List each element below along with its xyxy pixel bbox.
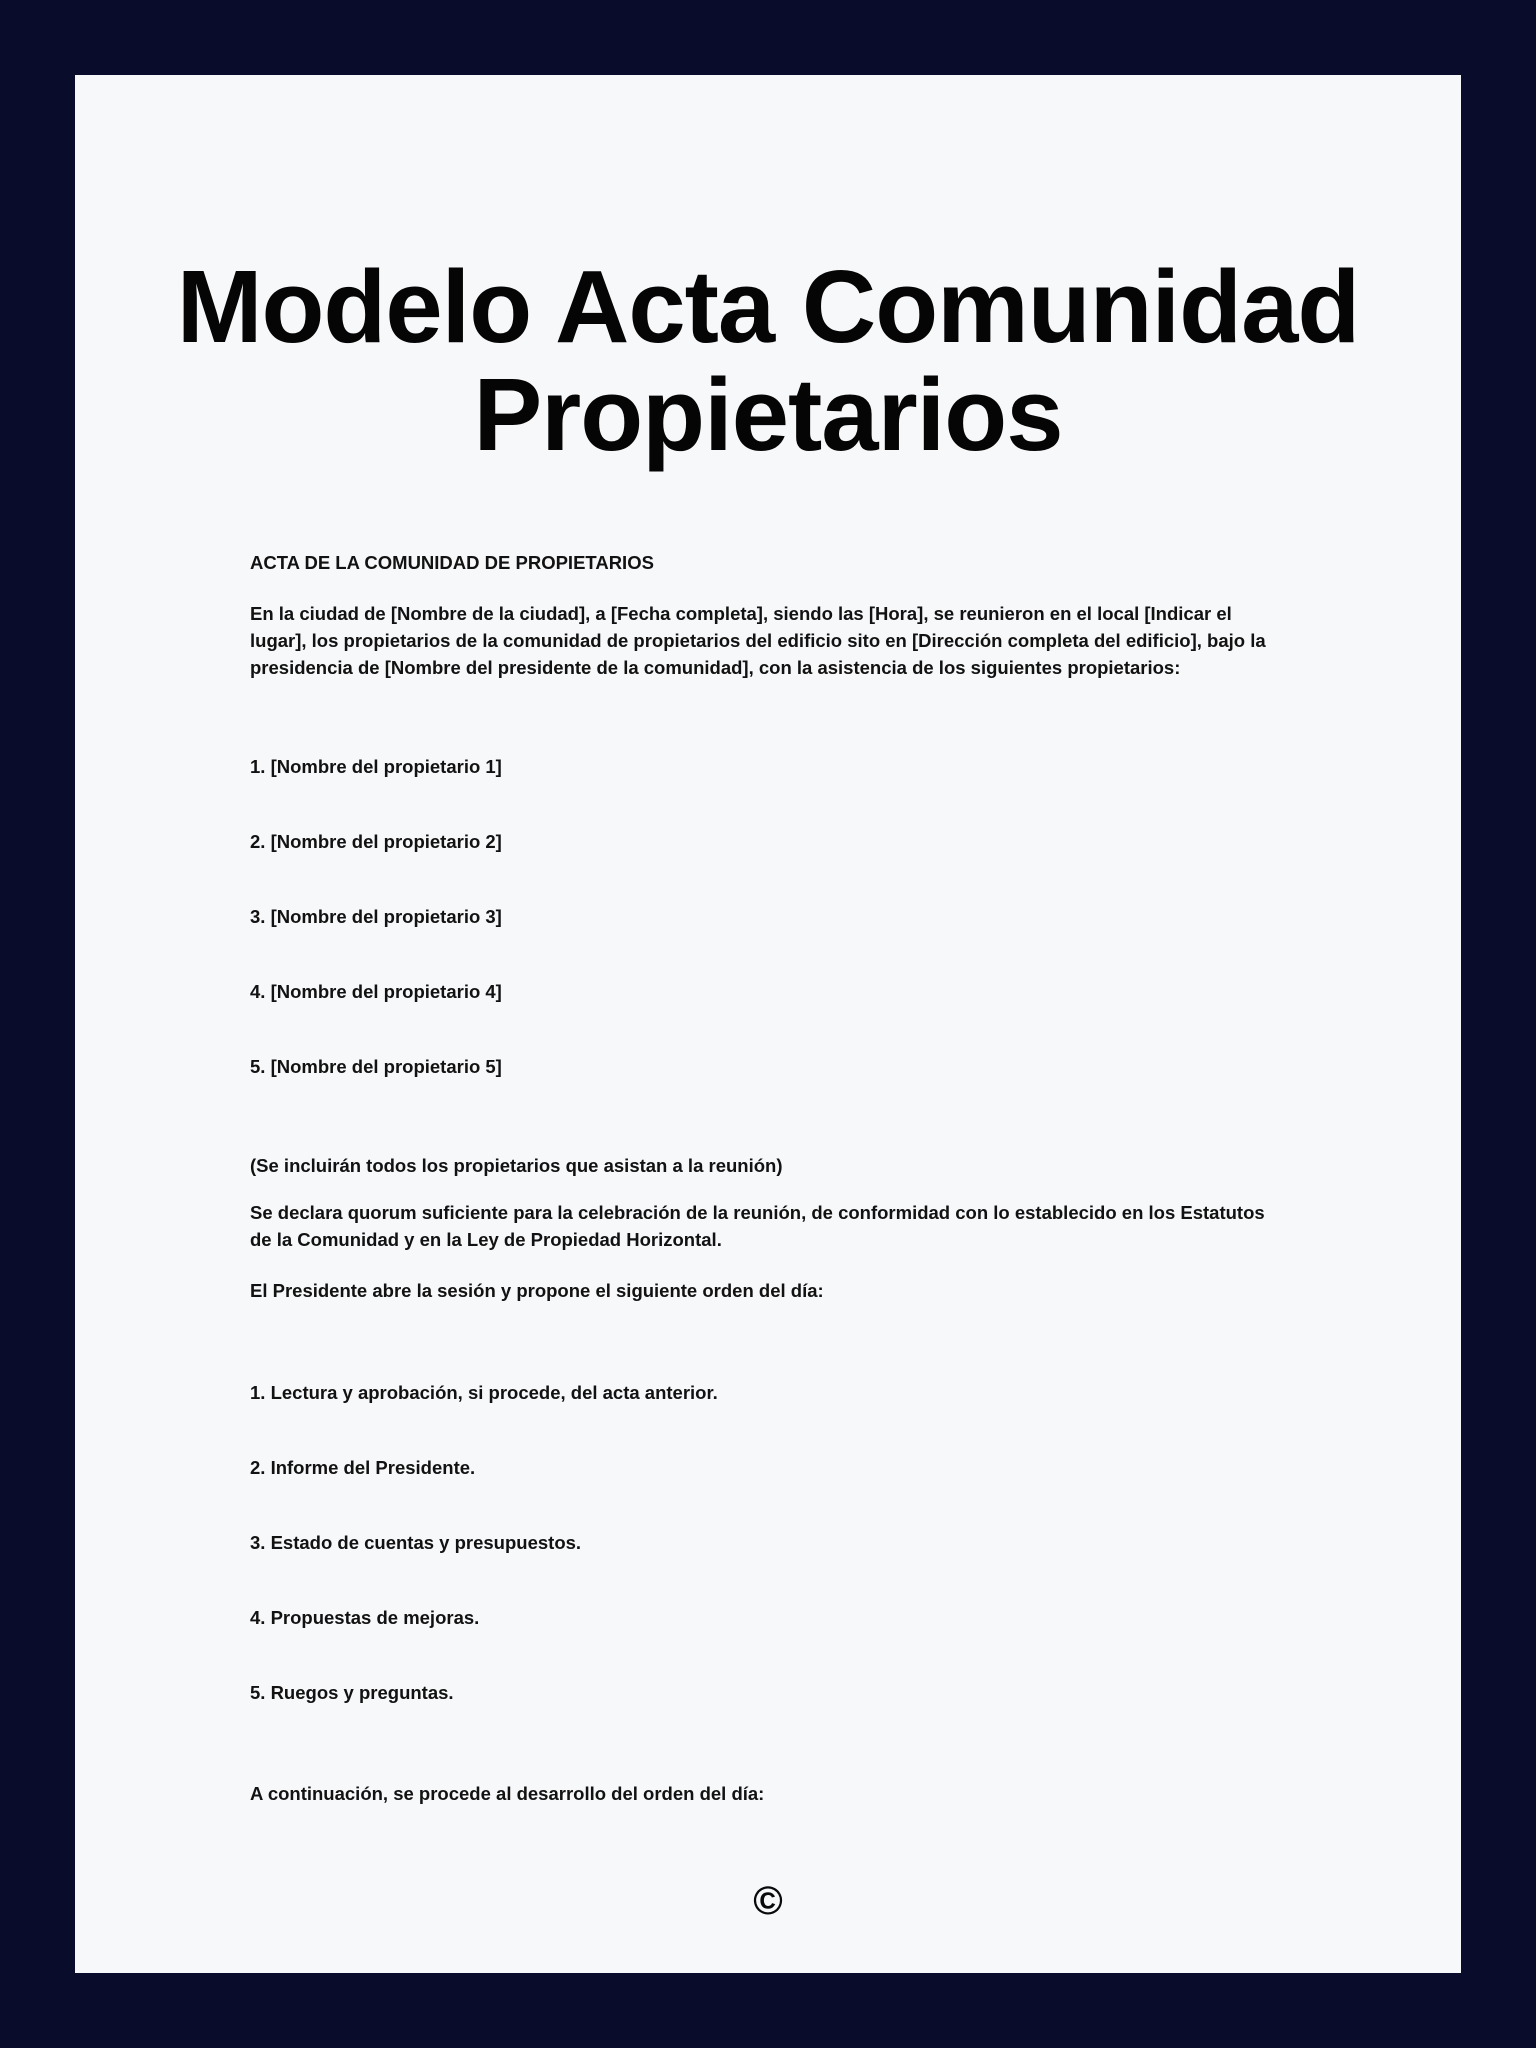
quorum-paragraph: Se declara quorum suficiente para la celebración de la reunión, de conformidad con lo establecido en los Estatutos de la Comunidad y en la Ley de Propiedad Horizontal. — [250, 1202, 1265, 1251]
attendees-list — [250, 753, 1286, 1080]
attendees-note: (Se incluirán todos los propietarios que asistan a la reunión) — [250, 1155, 783, 1177]
attendee-item: 2. [Nombre del propietario 2] — [250, 831, 502, 853]
intro-paragraph: En la ciudad de [Nombre de la ciudad], a [Fecha completa], siendo las [Hora], se reunieron en el local [Indicar el lugar], los propietarios de la comunidad de propietarios del edificio sito en [Dirección completa del edificio], bajo la presidencia de [Nombre del presidente de la comunidad], con la asistencia de los siguientes propietarios: — [250, 603, 1266, 679]
document-page — [75, 75, 1461, 1973]
attendee-item: 1. [Nombre del propietario 1] — [250, 756, 502, 778]
agenda-intro: El Presidente abre la sesión y propone el siguiente orden del día: — [250, 1280, 824, 1302]
document-body — [75, 549, 1461, 1924]
closing-paragraph: A continuación, se procede al desarrollo del orden del día: — [250, 1783, 765, 1805]
section-heading: ACTA DE LA COMUNIDAD DE PROPIETARIOS — [250, 552, 654, 574]
agenda-item: 2. Informe del Presidente. — [250, 1457, 476, 1479]
agenda-item: 4. Propuestas de mejoras. — [250, 1607, 480, 1629]
document-title: Modelo Acta Comunidad Propietarios — [176, 249, 1360, 473]
agenda-item: 5. Ruegos y preguntas. — [250, 1682, 454, 1704]
agenda-item: 1. Lectura y aprobación, si procede, del acta anterior. — [250, 1382, 718, 1404]
attendee-item: 4. [Nombre del propietario 4] — [250, 981, 502, 1003]
copyright-symbol: © — [753, 1879, 783, 1924]
agenda-list — [250, 1379, 1286, 1706]
attendee-item: 3. [Nombre del propietario 3] — [250, 906, 502, 928]
attendee-item: 5. [Nombre del propietario 5] — [250, 1056, 502, 1078]
agenda-item: 3. Estado de cuentas y presupuestos. — [250, 1532, 582, 1554]
